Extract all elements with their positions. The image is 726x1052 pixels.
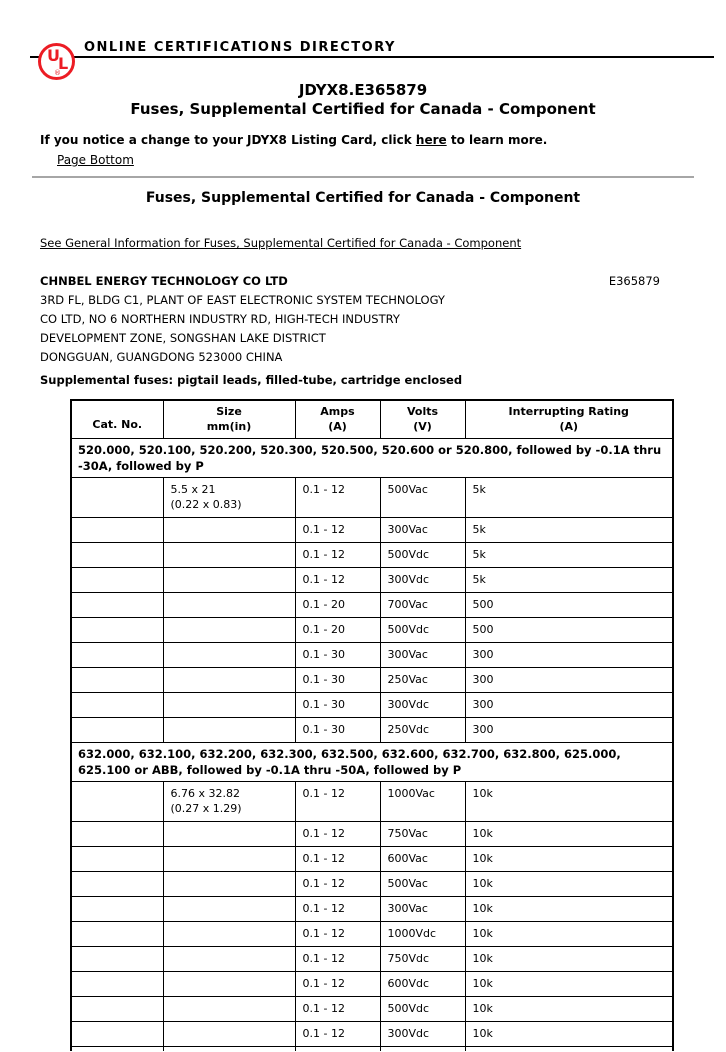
cell-size bbox=[163, 946, 295, 971]
cell-volts: 250Vdc bbox=[380, 717, 465, 742]
cell-amps: 0.1 - 12 bbox=[295, 946, 380, 971]
cell-cat-no bbox=[71, 781, 163, 821]
fuse-ratings-table bbox=[70, 399, 674, 1051]
ul-logo-letter-l: L bbox=[58, 54, 69, 73]
cell-interrupting-rating: 300 bbox=[465, 667, 673, 692]
partial-cell bbox=[71, 1046, 163, 1051]
here-link[interactable]: here bbox=[415, 133, 447, 147]
company-address-line: 3RD FL, BLDG C1, PLANT OF EAST ELECTRONIC SYSTEM TECHNOLOGY bbox=[40, 293, 445, 307]
partial-cell bbox=[380, 1046, 465, 1051]
cell-interrupting-rating: 500 bbox=[465, 592, 673, 617]
cell-volts: 300Vdc bbox=[380, 692, 465, 717]
partial-cell bbox=[295, 1046, 380, 1051]
cell-size bbox=[163, 871, 295, 896]
cell-cat-no bbox=[71, 592, 163, 617]
ul-logo-icon bbox=[38, 43, 75, 80]
cell-volts: 500Vac bbox=[380, 477, 465, 517]
cell-cat-no bbox=[71, 567, 163, 592]
cell-interrupting-rating: 300 bbox=[465, 642, 673, 667]
cell-volts: 1000Vdc bbox=[380, 921, 465, 946]
fuse-row bbox=[71, 896, 673, 921]
cell-volts: 700Vac bbox=[380, 592, 465, 617]
cell-size: 6.76 x 32.82 (0.27 x 1.29) bbox=[163, 781, 295, 821]
cell-interrupting-rating: 5k bbox=[465, 477, 673, 517]
col-header-interrupting-rating bbox=[465, 400, 673, 438]
fuse-row bbox=[71, 567, 673, 592]
group-header-row bbox=[71, 438, 673, 477]
directory-title: ONLINE CERTIFICATIONS DIRECTORY bbox=[84, 40, 396, 55]
cell-amps: 0.1 - 12 bbox=[295, 871, 380, 896]
cell-size bbox=[163, 692, 295, 717]
cell-interrupting-rating: 10k bbox=[465, 946, 673, 971]
fuse-row bbox=[71, 846, 673, 871]
cell-amps: 0.1 - 12 bbox=[295, 567, 380, 592]
fuse-table-body bbox=[71, 438, 673, 1046]
col-label: Interrupting Rating bbox=[508, 405, 629, 419]
cell-size bbox=[163, 921, 295, 946]
cell-cat-no bbox=[71, 517, 163, 542]
partial-cell bbox=[465, 1046, 673, 1051]
company-address-line: DEVELOPMENT ZONE, SONGSHAN LAKE DISTRICT bbox=[40, 331, 326, 345]
cell-volts: 1000Vac bbox=[380, 781, 465, 821]
fuse-row bbox=[71, 667, 673, 692]
table-header-row bbox=[71, 400, 673, 438]
cell-size bbox=[163, 717, 295, 742]
cell-cat-no bbox=[71, 846, 163, 871]
col-label: Volts bbox=[406, 405, 439, 419]
cell-cat-no bbox=[71, 921, 163, 946]
cell-interrupting-rating: 10k bbox=[465, 896, 673, 921]
fuse-row bbox=[71, 781, 673, 821]
fuse-row bbox=[71, 996, 673, 1021]
cell-cat-no bbox=[71, 946, 163, 971]
fuse-row bbox=[71, 692, 673, 717]
cell-size bbox=[163, 667, 295, 692]
cell-size bbox=[163, 896, 295, 921]
cell-cat-no bbox=[71, 477, 163, 517]
file-number: E365879 bbox=[608, 274, 660, 288]
cell-volts: 300Vdc bbox=[380, 567, 465, 592]
cell-volts: 600Vac bbox=[380, 846, 465, 871]
cell-amps: 0.1 - 12 bbox=[295, 821, 380, 846]
cell-volts: 300Vac bbox=[380, 642, 465, 667]
cell-amps: 0.1 - 12 bbox=[295, 477, 380, 517]
cell-volts: 300Vdc bbox=[380, 1021, 465, 1046]
cell-cat-no bbox=[71, 996, 163, 1021]
cell-interrupting-rating: 5k bbox=[465, 542, 673, 567]
cell-size bbox=[163, 642, 295, 667]
cell-volts: 500Vdc bbox=[380, 996, 465, 1021]
cell-size bbox=[163, 996, 295, 1021]
group-header-row bbox=[71, 742, 673, 781]
change-notice bbox=[40, 133, 726, 147]
cell-amps: 0.1 - 12 bbox=[295, 921, 380, 946]
cell-amps: 0.1 - 30 bbox=[295, 692, 380, 717]
cell-interrupting-rating: 10k bbox=[465, 846, 673, 871]
cell-interrupting-rating: 10k bbox=[465, 971, 673, 996]
company-address-line: CO LTD, NO 6 NORTHERN INDUSTRY RD, HIGH-TECH INDUSTRY bbox=[40, 312, 400, 326]
product-description: Supplemental fuses: pigtail leads, filled-tube, cartridge enclosed bbox=[40, 373, 463, 387]
company-address-line: DONGGUAN, GUANGDONG 523000 CHINA bbox=[40, 350, 283, 364]
cell-cat-no bbox=[71, 971, 163, 996]
cell-volts: 500Vdc bbox=[380, 617, 465, 642]
fuse-row bbox=[71, 921, 673, 946]
cell-interrupting-rating: 5k bbox=[465, 517, 673, 542]
group-header-cell: 520.000, 520.100, 520.200, 520.300, 520.500, 520.600 or 520.800, followed by -0.1A thru -30A, followed by P bbox=[71, 438, 673, 477]
col-label: Size bbox=[216, 405, 242, 419]
partial-cutoff-row bbox=[71, 1046, 673, 1051]
partial-row-container bbox=[71, 1046, 673, 1051]
col-label: Amps bbox=[320, 405, 355, 419]
cell-size bbox=[163, 592, 295, 617]
notice-text-before: If you notice a change to your JDYX8 Listing Card, click bbox=[40, 133, 416, 147]
cell-cat-no bbox=[71, 667, 163, 692]
fuse-row bbox=[71, 542, 673, 567]
page-bottom-link[interactable]: Page Bottom bbox=[57, 153, 134, 167]
fuse-row bbox=[71, 592, 673, 617]
cell-interrupting-rating: 10k bbox=[465, 821, 673, 846]
cell-interrupting-rating: 10k bbox=[465, 996, 673, 1021]
fuse-row bbox=[71, 946, 673, 971]
doc-title-line2: Fuses, Supplemental Certified for Canada - Component bbox=[130, 100, 596, 118]
notice-text-after: to learn more. bbox=[446, 133, 548, 147]
fuse-row bbox=[71, 971, 673, 996]
partial-cell bbox=[163, 1046, 295, 1051]
cell-cat-no bbox=[71, 617, 163, 642]
col-sublabel: (A) bbox=[328, 420, 347, 434]
company-block bbox=[40, 272, 686, 367]
cell-volts: 500Vac bbox=[380, 871, 465, 896]
ul-logo-letter-u: U bbox=[47, 46, 60, 65]
cell-volts: 500Vdc bbox=[380, 542, 465, 567]
group-header-cell: 632.000, 632.100, 632.200, 632.300, 632.500, 632.600, 632.700, 632.800, 625.000, 625.100 or ABB, followed by -0.1A thru -50A, followed by P bbox=[71, 742, 673, 781]
cell-interrupting-rating: 300 bbox=[465, 717, 673, 742]
col-header-amps bbox=[295, 400, 380, 438]
cell-cat-no bbox=[71, 821, 163, 846]
cell-interrupting-rating: 300 bbox=[465, 692, 673, 717]
cell-cat-no bbox=[71, 642, 163, 667]
banner-rule bbox=[30, 56, 714, 58]
fuse-row bbox=[71, 821, 673, 846]
cell-cat-no bbox=[71, 871, 163, 896]
cell-amps: 0.1 - 12 bbox=[295, 896, 380, 921]
cell-amps: 0.1 - 30 bbox=[295, 667, 380, 692]
company-name: CHNBEL ENERGY TECHNOLOGY CO LTD bbox=[40, 274, 288, 288]
cell-amps: 0.1 - 12 bbox=[295, 846, 380, 871]
cell-size bbox=[163, 567, 295, 592]
section-heading: Fuses, Supplemental Certified for Canada - Component bbox=[145, 190, 581, 206]
cell-cat-no bbox=[71, 542, 163, 567]
cell-amps: 0.1 - 12 bbox=[295, 996, 380, 1021]
cell-amps: 0.1 - 12 bbox=[295, 971, 380, 996]
fuse-row bbox=[71, 871, 673, 896]
col-sublabel: (V) bbox=[413, 420, 432, 434]
cell-size bbox=[163, 821, 295, 846]
col-header-size bbox=[163, 400, 295, 438]
col-label: Cat. No. bbox=[92, 417, 143, 431]
cell-interrupting-rating: 10k bbox=[465, 871, 673, 896]
cell-amps: 0.1 - 20 bbox=[295, 592, 380, 617]
cell-amps: 0.1 - 12 bbox=[295, 781, 380, 821]
cell-volts: 750Vdc bbox=[380, 946, 465, 971]
fuse-row bbox=[71, 717, 673, 742]
top-banner bbox=[0, 0, 726, 80]
cell-size bbox=[163, 971, 295, 996]
cell-size bbox=[163, 517, 295, 542]
cell-interrupting-rating: 10k bbox=[465, 921, 673, 946]
col-header-cat-no bbox=[71, 400, 163, 438]
fuse-row bbox=[71, 517, 673, 542]
cell-volts: 300Vac bbox=[380, 896, 465, 921]
cell-size: 5.5 x 21 (0.22 x 0.83) bbox=[163, 477, 295, 517]
cell-interrupting-rating: 10k bbox=[465, 781, 673, 821]
fuse-row bbox=[71, 1021, 673, 1046]
general-information-link[interactable]: See General Information for Fuses, Supplemental Certified for Canada - Component bbox=[40, 236, 522, 250]
cell-amps: 0.1 - 30 bbox=[295, 642, 380, 667]
cell-size bbox=[163, 542, 295, 567]
table-header bbox=[71, 400, 673, 438]
cell-amps: 0.1 - 12 bbox=[295, 517, 380, 542]
cell-volts: 300Vac bbox=[380, 517, 465, 542]
fuse-row bbox=[71, 642, 673, 667]
cell-cat-no bbox=[71, 896, 163, 921]
cell-size bbox=[163, 617, 295, 642]
fuse-row bbox=[71, 477, 673, 517]
col-sublabel: (A) bbox=[559, 420, 579, 434]
cell-interrupting-rating: 5k bbox=[465, 567, 673, 592]
cell-interrupting-rating: 500 bbox=[465, 617, 673, 642]
cell-volts: 600Vdc bbox=[380, 971, 465, 996]
cell-amps: 0.1 - 30 bbox=[295, 717, 380, 742]
horizontal-divider bbox=[32, 176, 694, 178]
cell-amps: 0.1 - 12 bbox=[295, 542, 380, 567]
cell-size bbox=[163, 1021, 295, 1046]
cell-interrupting-rating: 10k bbox=[465, 1021, 673, 1046]
cell-cat-no bbox=[71, 717, 163, 742]
cell-volts: 250Vac bbox=[380, 667, 465, 692]
cell-amps: 0.1 - 20 bbox=[295, 617, 380, 642]
fuse-row bbox=[71, 617, 673, 642]
col-sublabel: mm(in) bbox=[206, 420, 252, 434]
cell-cat-no bbox=[71, 1021, 163, 1046]
cell-size bbox=[163, 846, 295, 871]
cell-cat-no bbox=[71, 692, 163, 717]
cell-amps: 0.1 - 12 bbox=[295, 1021, 380, 1046]
registered-mark-icon: ® bbox=[54, 69, 61, 77]
cell-volts: 750Vac bbox=[380, 821, 465, 846]
doc-title-line1: JDYX8.E365879 bbox=[298, 81, 428, 99]
col-header-volts bbox=[380, 400, 465, 438]
